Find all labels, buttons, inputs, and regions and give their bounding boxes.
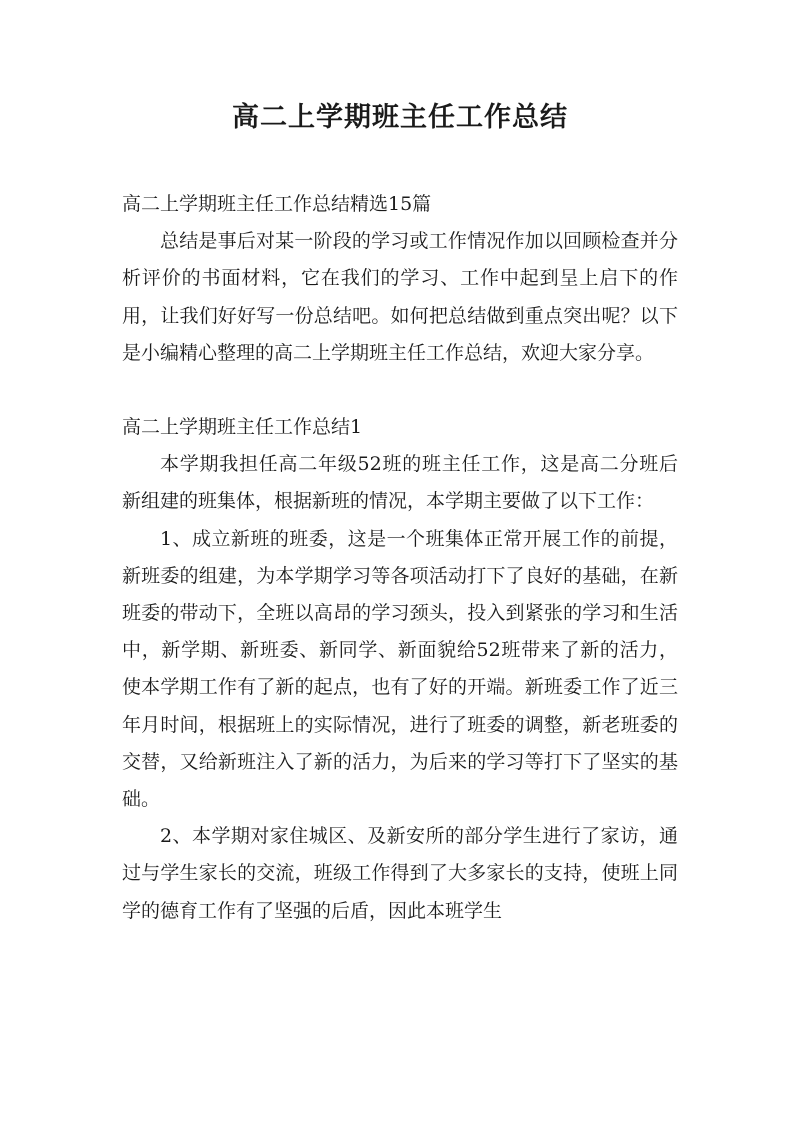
body-paragraph: 本学期我担任高二年级52班的班主任工作，这是高二分班后新组建的班集体，根据新班的情况，本学期主要做了以下工作：	[122, 453, 678, 513]
paragraph-spacer	[122, 372, 678, 409]
section-heading: 高二上学期班主任工作总结1	[122, 416, 363, 439]
document-body	[122, 186, 678, 930]
body-paragraph: 1、成立新班的班委，这是一个班集体正常开展工作的前提，新班委的组建，为本学期学习等各项活动打下了良好的基础，在新班委的带动下，全班以高昂的学习颈头，投入到紧张的学习和生活中，新学期、新班委、新同学、新面貌给52班带来了新的活力，使本学期工作有了新的起点，也有了好的开端。新班委工作了近三年月时间，根据班上的实际情况，进行了班委的调整，新老班委的交替，又给新班注入了新的活力，为后来的学习等打下了坚实的基础。	[122, 527, 678, 811]
intro-paragraph: 总结是事后对某一阶段的学习或工作情况作加以回顾检查并分析评价的书面材料，它在我们的学习、工作中起到呈上启下的作用，让我们好好写一份总结吧。如何把总结做到重点突出呢？以下是小编精心整理的高二上学期班主任工作总结，欢迎大家分享。	[122, 230, 678, 364]
body-paragraph: 2、本学期对家住城区、及新安所的部分学生进行了家访，通过与学生家长的交流，班级工作得到了大多家长的支持，使班上同学的德育工作有了坚强的后盾，因此本班学生	[122, 825, 678, 922]
document-subtitle: 高二上学期班主任工作总结精选15篇	[122, 193, 432, 215]
document-title: 高二上学期班主任工作总结	[232, 102, 568, 133]
